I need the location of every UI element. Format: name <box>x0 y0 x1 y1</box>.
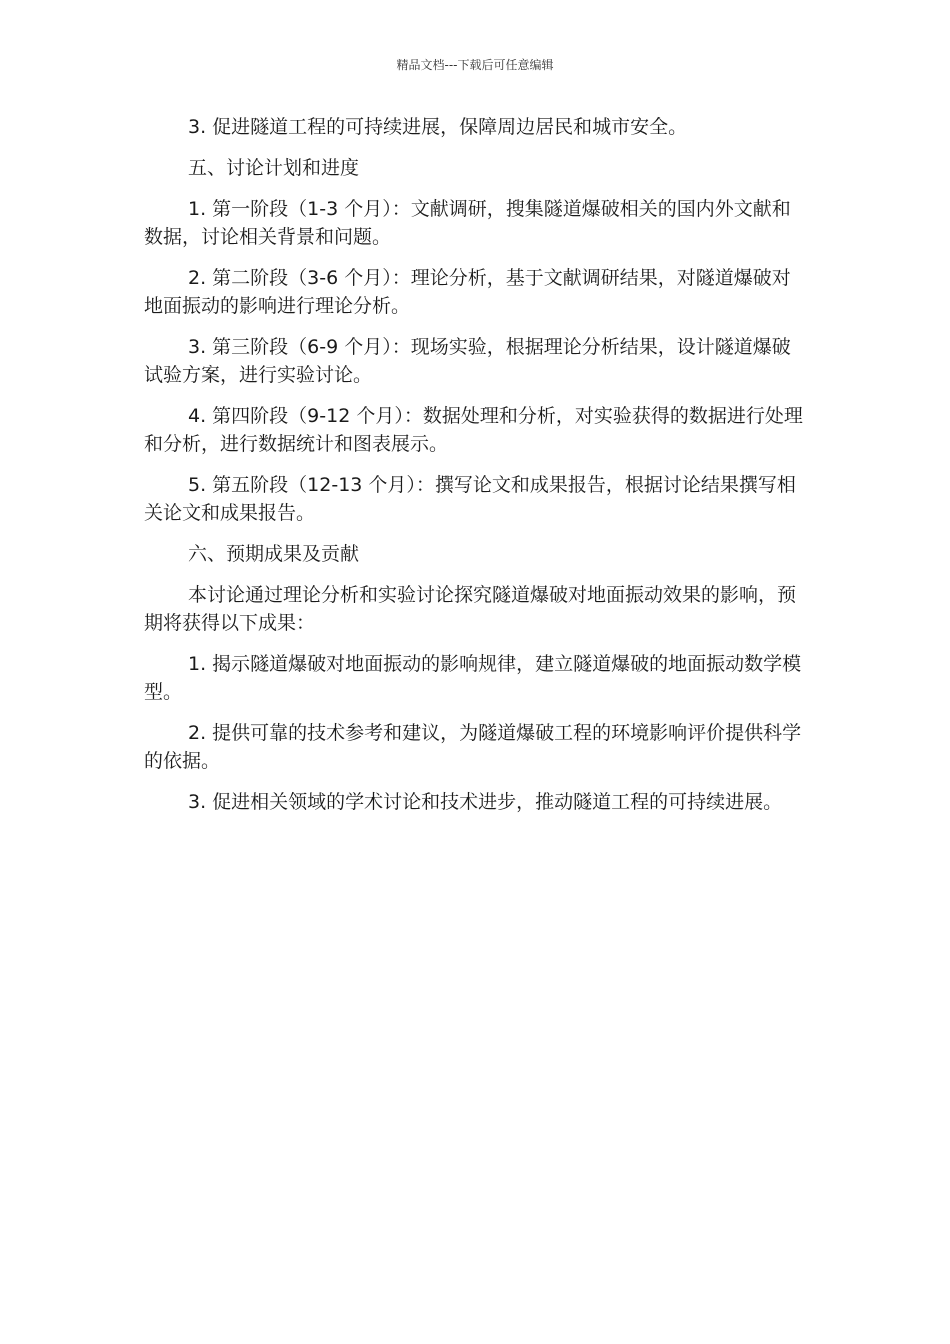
paragraph-outcome-3: 3. 促进相关领域的学术讨论和技术进步，推动隧道工程的可持续进展。 <box>188 791 783 813</box>
paragraph-stage-3: 3. 第三阶段（6-9 个月）：现场实验，根据理论分析结果，设计隧道爆破试验方案，进行实验讨论。 <box>144 336 791 386</box>
paragraph-stage-2: 2. 第二阶段（3-6 个月）：理论分析，基于文献调研结果，对隧道爆破对地面振动的影响进行理论分析。 <box>144 267 791 317</box>
page-header: 精品文档---下载后可任意编辑 <box>396 58 554 72</box>
paragraph-outcome-1: 1. 揭示隧道爆破对地面振动的影响规律，建立隧道爆破的地面振动数学模型。 <box>144 653 802 703</box>
paragraph-stage-4: 4. 第四阶段（9-12 个月）：数据处理和分析，对实验获得的数据进行处理和分析，进行数据统计和图表展示。 <box>144 405 803 455</box>
paragraph-outcome-2: 2. 提供可靠的技术参考和建议，为隧道爆破工程的环境影响评价提供科学的依据。 <box>144 722 802 772</box>
paragraph-outcomes-intro: 本讨论通过理论分析和实验讨论探究隧道爆破对地面振动效果的影响，预期将获得以下成果： <box>144 584 797 634</box>
paragraph-stage-1: 1. 第一阶段（1-3 个月）：文献调研，搜集隧道爆破相关的国内外文献和数据，讨论相关背景和问题。 <box>144 198 791 248</box>
section-heading-outcomes: 六、预期成果及贡献 <box>188 543 360 565</box>
paragraph-goal-3: 3. 促进隧道工程的可持续进展，保障周边居民和城市安全。 <box>188 116 688 138</box>
paragraph-stage-5: 5. 第五阶段（12-13 个月）：撰写论文和成果报告，根据讨论结果撰写相关论文和成果报告。 <box>144 474 796 524</box>
document-body <box>144 113 808 829</box>
section-heading-plan: 五、讨论计划和进度 <box>188 157 360 179</box>
